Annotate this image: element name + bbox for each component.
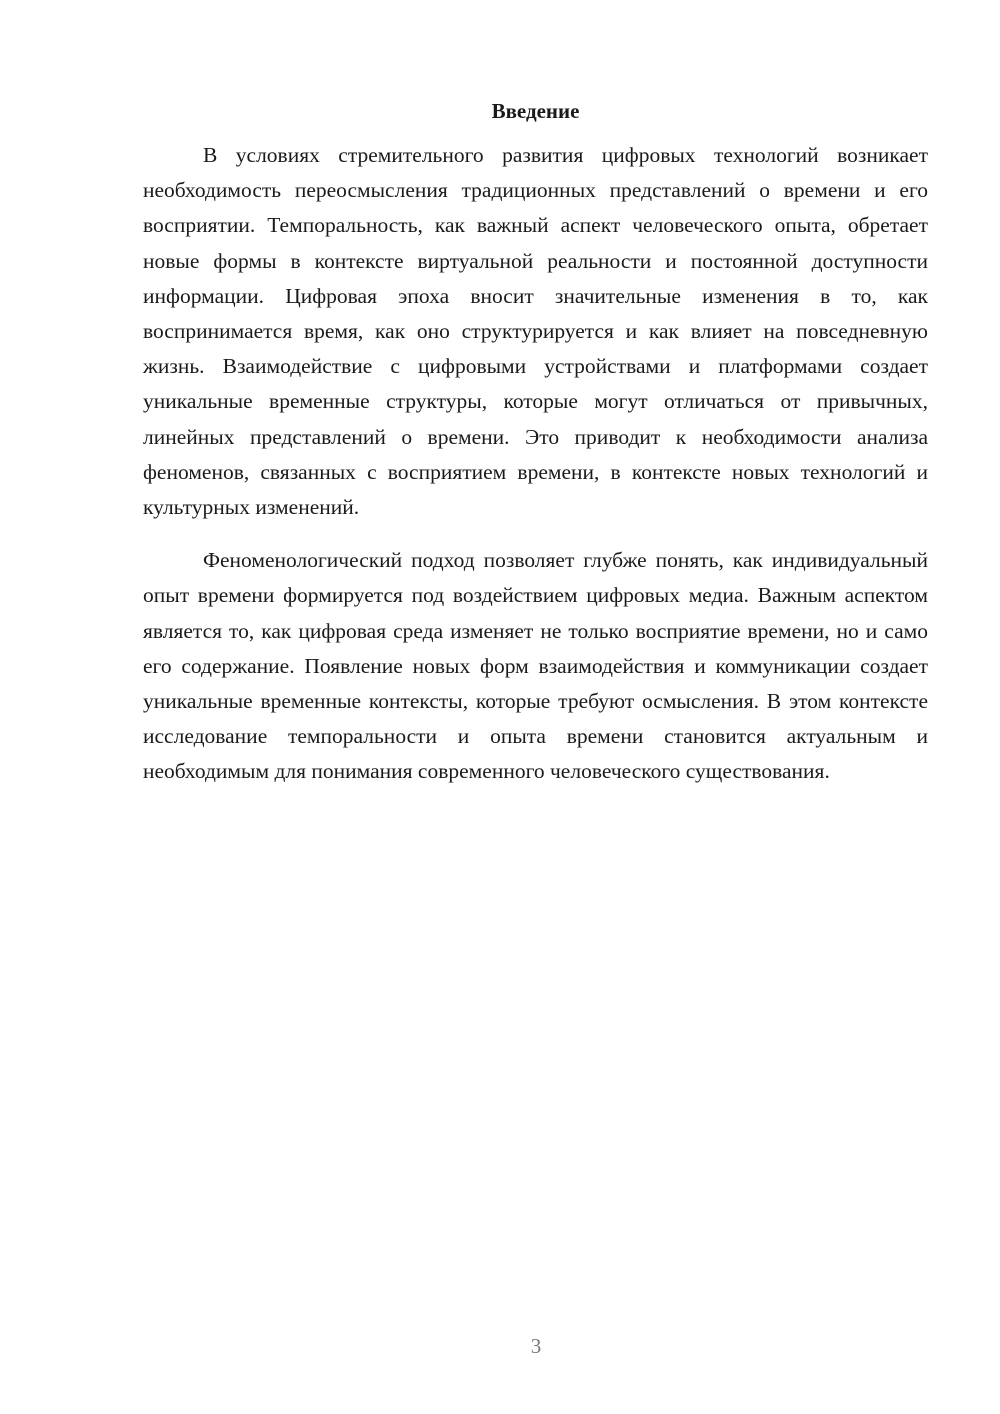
page-content <box>143 96 928 790</box>
paragraph-1: В условиях стремительного развития цифровых технологий возникает необходимость переосмысления традиционных представлений о времени и его восприятии. Темпоральность, как важный аспект человеческого опыта, обретает новые формы в контексте виртуальной реальности и постоянной доступности информации. Цифровая эпоха вносит значительные изменения в то, как воспринимается время, как оно структурируется и как влияет на повседневную жизнь. Взаимодействие с цифровыми устройствами и платформами создает уникальные временные структуры, которые могут отличаться от привычных, линейных представлений о времени. Это приводит к необходимости анализа феноменов, связанных с восприятием времени, в контексте новых технологий и культурных изменений. <box>143 143 928 520</box>
page-number: 3 <box>530 1334 542 1358</box>
section-title: Введение <box>491 99 580 123</box>
paragraph-2: Феноменологический подход позволяет глубже понять, как индивидуальный опыт времени формируется под воздействием цифровых медиа. Важным аспектом является то, как цифровая среда изменяет не только восприятие времени, но и само его содержание. Появление новых форм взаимодействия и коммуникации создает уникальные временные контексты, которые требуют осмысления. В этом контексте исследование темпоральности и опыта времени становится актуальным и необходимым для понимания современного человеческого существования. <box>143 548 928 784</box>
